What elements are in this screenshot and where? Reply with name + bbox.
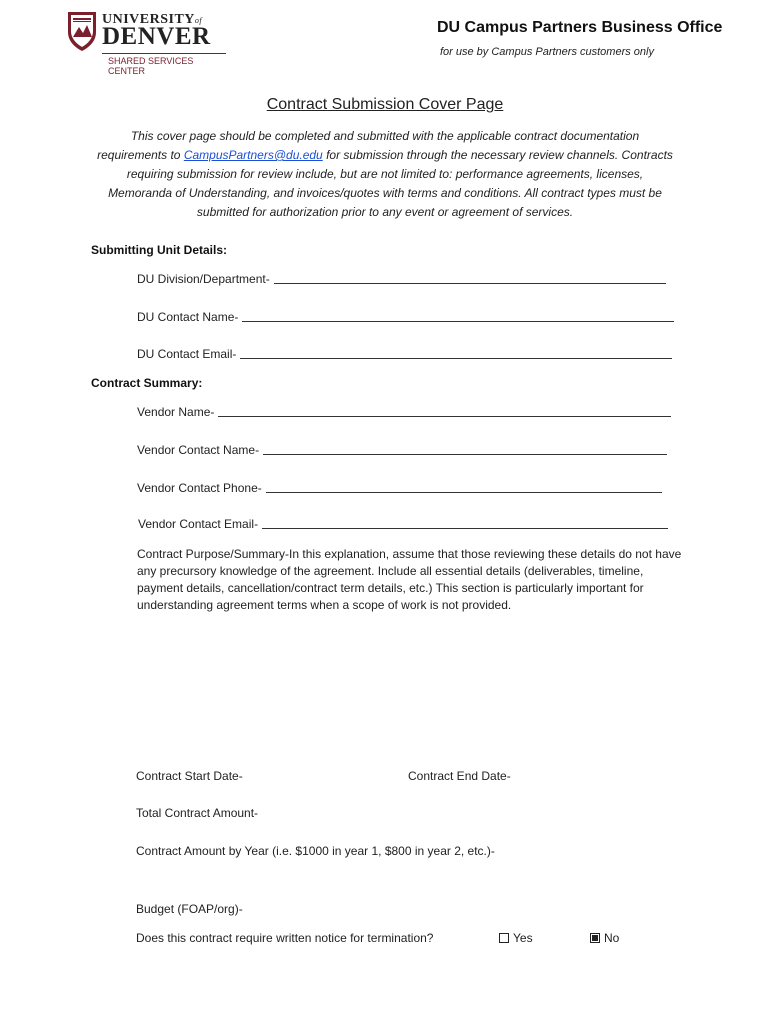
no-checkbox[interactable] <box>590 933 600 943</box>
contract-summary-heading: Contract Summary: <box>91 376 203 390</box>
contact-name-input-line[interactable] <box>242 320 674 322</box>
logo-denver-text: DENVER <box>102 23 211 50</box>
vendor-contact-name-input-line[interactable] <box>263 453 667 455</box>
vendor-name-field[interactable]: Vendor Name- <box>137 405 671 419</box>
amount-by-year-label: Contract Amount by Year (i.e. $1000 in year 1, $800 in year 2, etc.)- <box>136 844 495 858</box>
termination-yes-option[interactable]: Yes <box>499 931 533 945</box>
vendor-name-input-line[interactable] <box>218 415 671 417</box>
denver-shield-icon <box>66 10 98 52</box>
contact-email-field[interactable]: DU Contact Email- <box>137 347 672 361</box>
email-link[interactable]: CampusPartners@du.edu <box>183 148 323 162</box>
termination-question: Does this contract require written notice for termination? <box>136 931 434 945</box>
yes-checkbox[interactable] <box>499 933 509 943</box>
contact-email-input-line[interactable] <box>240 357 672 359</box>
contact-name-field[interactable]: DU Contact Name- <box>137 310 674 324</box>
division-input-line[interactable] <box>274 282 666 284</box>
budget-label: Budget (FOAP/org)- <box>136 902 243 916</box>
termination-no-option[interactable]: No <box>590 931 619 945</box>
total-amount-label: Total Contract Amount- <box>136 806 259 820</box>
vendor-contact-phone-input-line[interactable] <box>266 491 662 493</box>
office-subtitle: for use by Campus Partners customers only <box>440 46 654 58</box>
vendor-contact-email-input-line[interactable] <box>262 527 668 529</box>
office-title: DU Campus Partners Business Office <box>437 19 723 36</box>
university-logo <box>66 10 226 76</box>
vendor-contact-phone-field[interactable]: Vendor Contact Phone- <box>137 481 662 495</box>
vendor-contact-name-field[interactable]: Vendor Contact Name- <box>137 443 667 457</box>
contract-purpose-text: Contract Purpose/Summary-In this explanation, assume that those reviewing these details do not have any precursory knowledge of the agreement. Include all essential details (deliverables, timeline, payment details, cancellation/contract term details, etc.) This section is particularly important for understanding agreement terms when a scope of work is not provided. <box>137 547 682 612</box>
logo-divider <box>102 53 226 54</box>
page-title: Contract Submission Cover Page <box>266 96 504 113</box>
vendor-contact-email-field[interactable]: Vendor Contact Email- <box>138 517 668 531</box>
intro-paragraph: This cover page should be completed and submitted with the applicable contract documentation requirements to CampusPartners@du.edu for submission through the necessary review channels. Contracts requiring submission for review include, but are not limited to: performance agreements, licenses, Memoranda of Understanding, and invoices/quotes with terms and conditions. All contract types must be submitted for authorization prior to any event or agreement of services. <box>97 129 673 219</box>
end-date-label: Contract End Date- <box>408 769 511 783</box>
submitting-unit-heading: Submitting Unit Details: <box>91 243 227 257</box>
logo-center-text: SHARED SERVICES CENTER <box>108 56 194 76</box>
start-date-label: Contract Start Date- <box>136 769 243 783</box>
division-field[interactable]: DU Division/Department- <box>137 272 666 286</box>
logo-university-text: UNIVERSITYof <box>102 12 203 27</box>
